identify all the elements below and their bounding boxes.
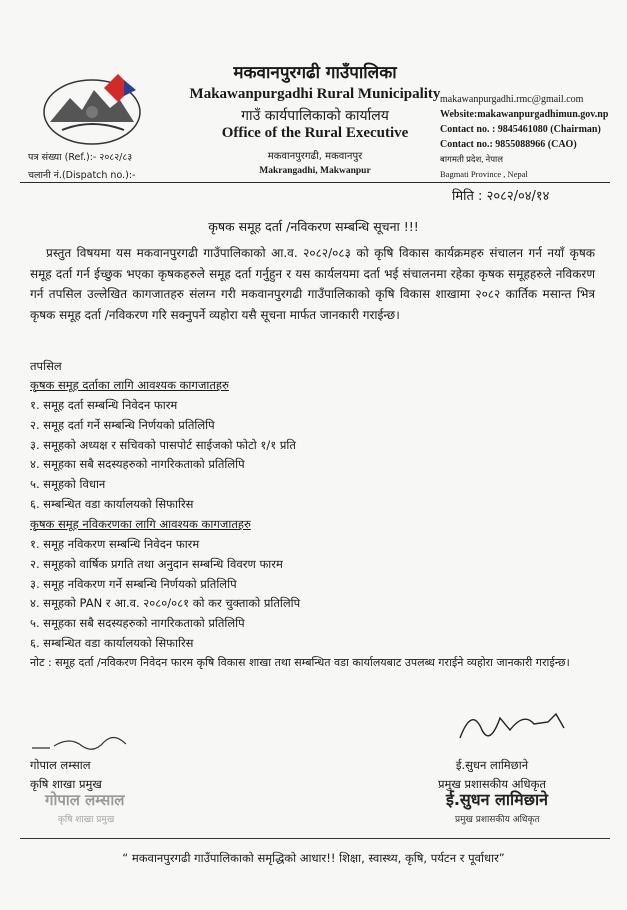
contact-cao: Contact no.: 9855088966 (CAO)	[440, 139, 577, 150]
letter-date: मिति : २०८२/०४/१४	[452, 189, 550, 204]
email: makawanpurgadhi.rmc@gmail.com	[440, 94, 584, 105]
subject-line: कृषक समूह दर्ता /नविकरण सम्बन्धि सूचना !!!	[208, 219, 419, 234]
province-en: Bagmati Province , Nepal	[440, 169, 528, 179]
stamp-left-name: गोपाल लम्साल	[45, 791, 125, 809]
signatory-left-name: गोपाल लम्साल	[30, 758, 91, 772]
website: Website:makawanpurgadhimun.gov.np	[440, 109, 609, 120]
ref-number: पत्र संख्या (Ref.):- २०८२/८३	[28, 152, 133, 163]
stamp-left-title: कृषि शाखा प्रमुख	[58, 815, 115, 825]
list-item: २. समूह दर्ता गर्ने सम्बन्धि निर्णयको प्रतिलिपि	[30, 417, 215, 432]
office-title-en: Office of the Rural Executive	[221, 125, 409, 141]
list-item: ४. समूहको PAN र आ.व. २०८०/०८१ को कर चुक्ताको प्रतिलिपि	[30, 596, 301, 611]
list-item: ५. समूहका सबै सदस्यहरुको नागरिकताको प्रतिलिपि	[30, 616, 245, 631]
signatory-right-name: ई.सुधन लामिछाने	[455, 758, 529, 772]
contact-chairman: Contact no. : 9845461080 (Chairman)	[440, 124, 601, 135]
body-paragraph: प्रस्तुत विषयमा यस मकवानपुरगढी गाउँपालिकाको आ.व. २०८२/०८३ को कृषि विकास कार्यक्रमहरु संचालन गर्न नयाँ कृषक समूह दर्ता गर्न ईच्छुक भएका कृषकहरुले समूह दर्ता गर्नुहुन र यस कार्यलयमा दर्ता भई संचालनमा रहेका कृषक समूहहरुले नविकरण गर्न तपसिल उल्लेखित कागजातहरु संलग्न गरी मकवानपुरगढी गाउँपालिकाको कृषि विकास शाखामा २०८२ कार्तिक मसान्त भित्र कृषक समूह दर्ता /नविकरण गरि सक्नुपर्ने व्यहोरा यसै सूचना मार्फत जानकारी गराईन्छ।	[30, 246, 595, 322]
municipality-title-np: मकवानपुरगढी गाउँपालिका	[233, 63, 397, 83]
emblem-logo-icon	[32, 60, 152, 152]
registration-list	[30, 396, 296, 515]
contact-block	[440, 92, 608, 182]
office-title-np: गाउँ कार्यपालिकाको कार्यालय	[241, 108, 389, 124]
list-item: ६. सम्बन्धित वडा कार्यालयको सिफारिस	[30, 496, 194, 511]
list-item: १. समूह दर्ता सम्बन्धि निवेदन फारम	[30, 398, 178, 412]
stamp-right-title: प्रमुख प्रशासकीय अधिकृत	[455, 815, 540, 825]
dispatch-number: चलानी नं.(Dispatch no.):-	[28, 170, 136, 181]
list-item: ३. समूहको अध्यक्ष र सचिवको पासपोर्ट साईजको फोटो १/१ प्रति	[30, 437, 296, 452]
list-item: ५. समूहको विधान	[30, 477, 106, 492]
renewal-list	[30, 535, 300, 654]
list-item: ४. समूहका सबै सदस्यहरुको नागरिकताको प्रतिलिपि	[30, 457, 245, 472]
note: नोट : समूह दर्ता /नविकरण निवेदन फारम कृषि विकास शाखा तथा सम्बन्धित वडा कार्यालयबाट उपलब्ध गराईने व्यहोरा जानकारी गराईन्छ।	[30, 656, 570, 669]
stamp-right-name: ई.सुधन लामिछाने	[446, 790, 548, 809]
footer-divider	[20, 838, 610, 839]
registration-heading: कृषक समूह दर्ताका लागि आवश्यक कागजातहरु	[30, 378, 229, 392]
signature-right-icon	[452, 700, 592, 750]
address-np: मकवानपुरगढी, मकवानपुर	[267, 151, 363, 162]
province-np: बागमती प्रदेश, नेपाल	[440, 154, 503, 164]
list-item: २. समूहको वार्षिक प्रगति तथा अनुदान सम्बन्धि विवरण फारम	[30, 556, 283, 571]
tapsil-heading: तपसिल	[30, 359, 62, 373]
signatory-left	[30, 756, 102, 794]
header-divider	[20, 182, 610, 183]
municipality-title-en: Makawanpurgadhi Rural Municipality	[189, 86, 441, 102]
list-item: ६. सम्बन्धित वडा कार्यालयको सिफारिस	[30, 635, 194, 650]
list-item: ३. समूह नविकरण गर्ने सम्बन्धि निर्णयको प्रतिलिपि	[30, 576, 237, 591]
list-item: १. समूह नविकरण सम्बन्धि निवेदन फारम	[30, 537, 200, 551]
signatory-right-title: प्रमुख प्रशासकीय अधिकृत	[438, 777, 546, 791]
signatory-left-title: कृषि शाखा प्रमुख	[30, 777, 102, 791]
footer-slogan: “ मकवानपुरगढी गाउँपालिकाको समृद्धिको आधार!! शिक्षा, स्वास्थ्य, कृषि, पर्यटन र पूर्वाधार”	[122, 851, 505, 865]
address-en: Makrangadhi, Makwanpur	[259, 166, 371, 176]
signature-left-icon	[30, 728, 140, 756]
renewal-heading: कृषक समूह नविकरणका लागि आवश्यक कागजातहरु	[30, 517, 251, 531]
